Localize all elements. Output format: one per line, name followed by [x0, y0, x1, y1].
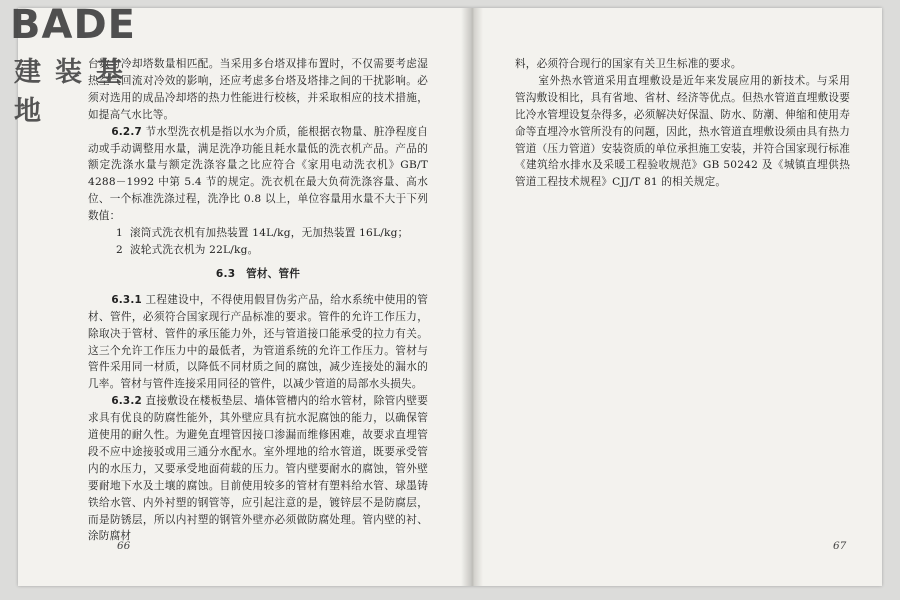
list-item-text: 波轮式洗衣机为 22L/kg。: [130, 243, 259, 256]
right-page-body: [515, 56, 850, 191]
book-gutter: [461, 8, 483, 586]
left-page-body: [88, 56, 428, 545]
paragraph-continued: 台数与冷却塔数量相匹配。当采用多台塔双排布置时，不仅需要考虑湿热空气回流对冷效的影响，还应考虑多台塔及塔排之间的干扰影响。必须对选用的成品冷却塔的热力性能进行校核，并采取相应的技术措施，如提高气水比等。: [88, 58, 428, 121]
list-item: [88, 242, 428, 259]
paragraph: 室外热水管道采用直埋敷设是近年来发展应用的新技术。与采用管沟敷设相比，具有省地、省材、经济等优点。但热水管道直埋敷设要比冷水管埋设复杂得多，必须解决好保温、防水、防潮、伸缩和使用寿命等直埋冷水管所没有的问题，因此，热水管道直埋敷设须由具有热力管道（压力管道）安装资质的单位承担施工安装，并符合国家现行标准《建筑给水排水及采暖工程验收规范》GB 50242 及《城镇直埋供热管道工程技术规程》CJJ/T 81 的相关规定。: [515, 74, 850, 189]
page-number: 67: [833, 540, 847, 552]
section-title: 6.3 管材、管件: [215, 267, 301, 280]
page-number: 66: [117, 540, 131, 552]
right-page: [483, 8, 882, 586]
clause-6-3-2: [88, 393, 428, 545]
list-item: [88, 225, 428, 242]
clause-number: 6.3.2: [111, 395, 142, 408]
watermark-logo: [0, 0, 175, 127]
list-item-number: 1: [116, 227, 123, 240]
list-item-text: 滚筒式洗衣机有加热装置 14L/kg，无加热装置 16L/kg；: [130, 227, 409, 240]
paragraph-continued: 料，必须符合现行的国家有关卫生标准的要求。: [515, 58, 742, 70]
logo-subtitle: 建装基地: [14, 57, 137, 127]
clause-6-2-7: [88, 124, 428, 225]
clause-number: 6.2.7: [111, 125, 142, 138]
clause-text: 节水型洗衣机是指以水为介质，能根据衣物量、脏净程度自动或手动调整用水量，满足洗净功能且耗水量低的洗衣机产品。产品的额定洗涤水量与额定洗涤容量之比应符合《家用电动洗衣机》GB/T 4288－1992 中第 5.4 节的规定。洗衣机在最大负荷洗涤容量、高水位、一个标准洗涤过程，洗净比 0.8 以上，单位容量用水量不大于下列数值：: [88, 125, 428, 223]
clause-text: 工程建设中，不得使用假冒伪劣产品，给水系统中使用的管材、管件，必须符合国家现行产品标准的要求。管件的允许工作压力，除取决于管材、管件的承压能力外，还与管道接口能承受的拉力有关。这三个允许工作压力中的最低者，为管道系统的允许工作压力。管材与管件采用同一材质，以降低不同材质之间的腐蚀，减少连接处的漏水的几率。管材与管件连接采用同径的管件，以减少管道的局部水头损失。: [88, 293, 428, 391]
list-item-number: 2: [116, 243, 123, 256]
clause-6-3-1: [88, 292, 428, 393]
clause-text: 直接敷设在楼板垫层、墙体管槽内的给水管材，除管内壁要求具有优良的防腐性能外，其外壁应具有抗水泥腐蚀的能力，以确保管道使用的耐久性。为避免直埋管因接口渗漏而维修困难，故要求直埋管段不应中途接驳或用三通分水配水。室外埋地的给水管道，既要承受管内的水压力，又要承受地面荷载的压力。管内壁要耐水的腐蚀，管外壁要耐地下水及土壤的腐蚀。目前使用较多的管材有塑料给水管、球墨铸铁给水管、内外衬塑的钢管等，应引起注意的是，镀锌层不是防腐层，而是防锈层，所以内衬塑的钢管外壁亦必须做防腐处理。管内壁的衬、涂防腐材: [88, 395, 428, 543]
logo-wordmark: BADE: [10, 2, 136, 48]
clause-number: 6.3.1: [111, 293, 142, 306]
